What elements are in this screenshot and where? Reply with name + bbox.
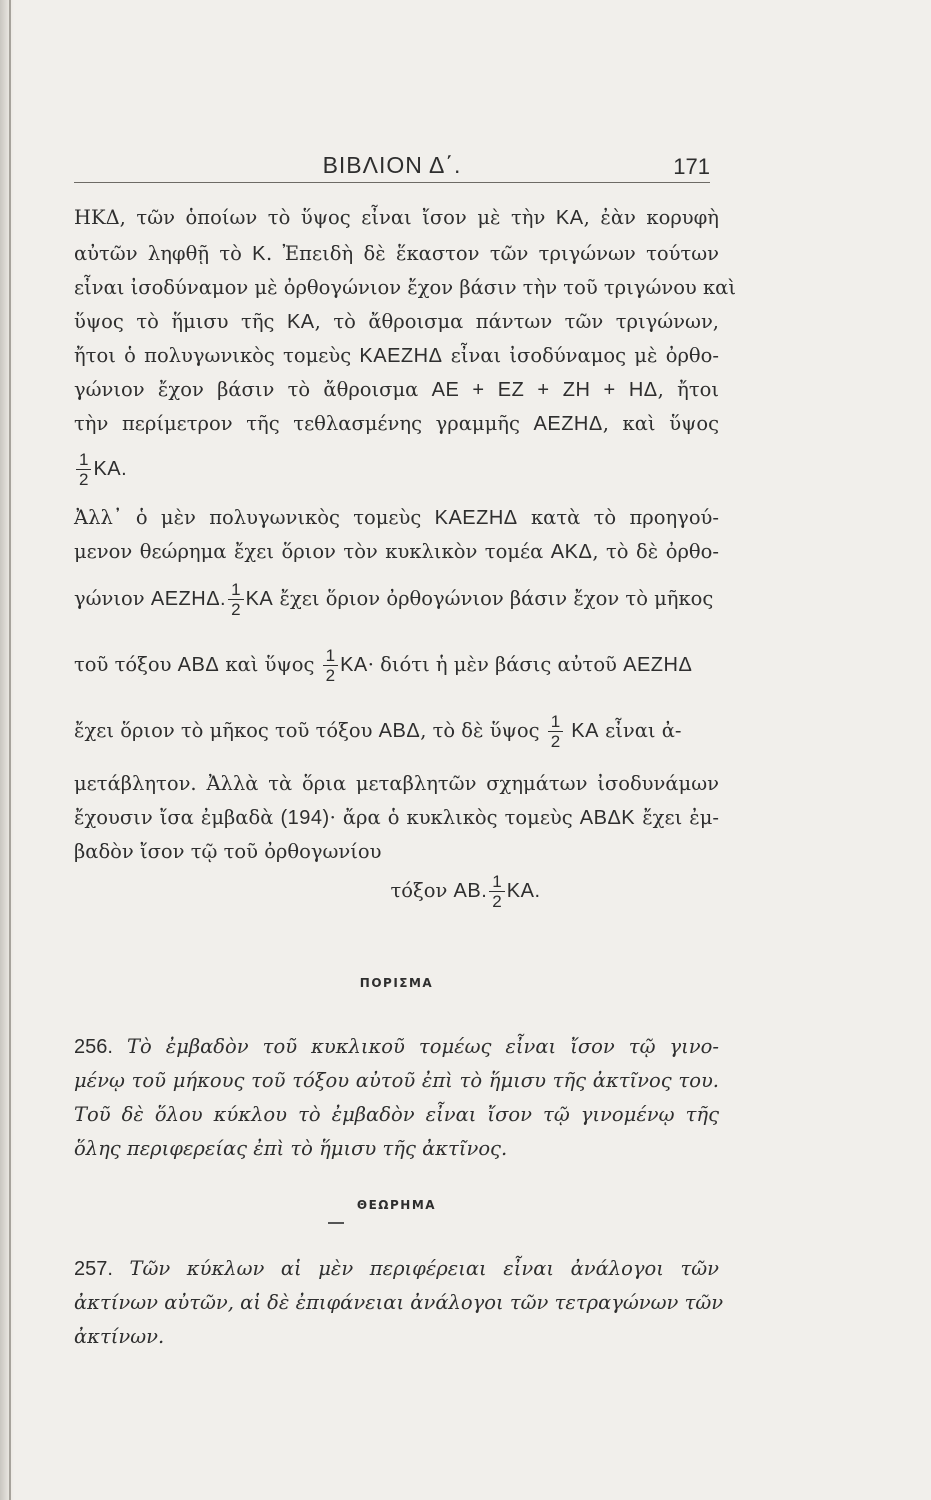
letters-run: ΚΑ. [93, 458, 128, 480]
fraction [228, 580, 243, 619]
letters-run: ΚΑΕΖΗΔ [434, 507, 518, 529]
paragraph-number: 257. [74, 1258, 113, 1280]
para-257-line-2 [74, 1289, 724, 1317]
running-head [74, 148, 710, 183]
letters-run: ΚΑ [286, 311, 315, 333]
text-run: ἀκτίνων αὐτῶν, αἱ δὲ ἐπιφάνειαι ἀνάλογοι τῶν τετραγώνων τῶν [74, 1291, 724, 1314]
text-line-13 [74, 710, 719, 752]
text-run: · ἄρα ὁ κυκλικὸς τομεὺς [329, 806, 580, 829]
text-run: . Ἐπειδὴ δὲ ἕκαστον τῶν τριγώνων τούτων [266, 242, 719, 265]
text-line-6 [74, 376, 719, 404]
text-run: ἔχουσιν ἴσα ἐμβαδὰ [74, 806, 281, 829]
text-run: , τὸ δὲ ὀρθο- [592, 540, 719, 563]
text-run: μετάβλητον. Ἀλλὰ τὰ ὅρια μεταβλητῶν σχημάτων ἰσοδυνάμων [74, 772, 719, 795]
para-256-line-3 [74, 1101, 719, 1129]
text-run: ἔχει ὅριον τὸ μῆκος τοῦ τόξου [74, 719, 379, 742]
fraction-denominator: 2 [79, 470, 89, 489]
text-run: γώνιον [74, 587, 151, 610]
text-run: ὅλης περιφερείας ἐπὶ τὸ ἥμισυ τῆς ἀκτῖνος. [74, 1137, 508, 1160]
text-line-10 [74, 538, 719, 566]
text-run: εἶναι ἰσοδύναμος μὲ ὀρθο- [442, 344, 719, 367]
text-line-8 [74, 448, 719, 490]
para-256-line-1 [74, 1033, 719, 1061]
text-run: Τῶν κύκλων αἱ μὲν περιφέρειαι εἶναι ἀνάλογοι τῶν [112, 1257, 719, 1280]
text-run: Τὸ ἐμβαδὸν τοῦ κυκλικοῦ τομέως εἶναι ἴσον τῷ γινο- [112, 1035, 719, 1058]
letters-run: ΑΒΔΚ [579, 807, 636, 829]
letters-run: ΚΑ [245, 588, 274, 610]
text-run: τοῦ τόξου [74, 653, 178, 676]
letters-run: ΑΚΔ [550, 541, 593, 563]
letters-run: ΚΑ [555, 207, 584, 229]
letters-run: ΑΕ + ΕΖ + ΖΗ + ΗΔ [431, 379, 658, 401]
letters-run: ΑΕΖΗΔ [533, 413, 603, 435]
fraction-denominator: 2 [492, 892, 502, 911]
fraction-denominator: 2 [231, 600, 241, 619]
text-line-2 [74, 240, 719, 268]
fraction-denominator: 2 [325, 666, 336, 685]
letters-run: ΑΒ. [453, 880, 488, 902]
text-run: καὶ ὕψος [219, 653, 321, 676]
text-run: ἔχει ὅριον ὀρθογώνιον βάσιν ἔχον τὸ μῆκος [273, 587, 714, 610]
text-run: · διότι ἡ μὲν βάσις αὐτοῦ [367, 653, 624, 676]
text-run: , τὸ δὲ ὕψος [420, 719, 546, 742]
fraction-denominator: 2 [550, 732, 561, 751]
text-line-1 [74, 204, 719, 232]
text-run: γώνιον ἔχον βάσιν τὸ ἄθροισμα [74, 378, 432, 401]
para-257-line-3 [74, 1323, 719, 1351]
text-run: ΗΚΔ, τῶν ὁποίων τὸ ὕψος εἶναι ἴσον μὲ τὴν [74, 206, 556, 229]
text-run: μένῳ τοῦ μήκους τοῦ τόξου αὐτοῦ ἐπὶ τὸ ἥμισυ τῆς ἀκτῖνος του. [74, 1069, 719, 1092]
paragraph-number: 256. [74, 1036, 113, 1058]
text-run: αὐτῶν ληφθῇ τὸ [74, 242, 253, 265]
text-line-5 [74, 342, 719, 370]
theorema-heading: ΘΕΩΡΗΜΑ [356, 1198, 437, 1212]
fraction-numerator: 1 [228, 580, 243, 600]
text-line-14 [74, 770, 719, 798]
formula-line [0, 870, 931, 912]
running-title: ΒΙΒΛΙΟΝ Δ΄. [322, 152, 462, 178]
letters-run: ΑΒΔ [177, 654, 220, 676]
text-run: εἶναι ἀ- [598, 719, 682, 742]
text-run: ἀκτίνων. [74, 1325, 165, 1348]
text-run: , καὶ ὕψος [602, 412, 720, 435]
para-257-line-1 [74, 1255, 719, 1283]
text-line-12 [74, 644, 719, 686]
text-line-9 [74, 504, 719, 532]
text-line-4 [74, 308, 719, 336]
fraction-numerator: 1 [489, 872, 504, 892]
letters-run: Κ [252, 243, 267, 265]
text-line-7 [74, 410, 719, 438]
page-number: 171 [673, 154, 710, 179]
text-run: Τοῦ δὲ ὅλου κύκλου τὸ ἐμβαδὸν εἶναι ἴσον τῷ γινομένῳ τῆς [74, 1103, 719, 1126]
text-run: , ἤτοι [657, 378, 719, 401]
text-run: βαδὸν ἴσον τῷ τοῦ ὀρθογωνίου [74, 840, 382, 863]
text-run: τὴν περίμετρον τῆς τεθλασμένης γραμμῆς [74, 412, 534, 435]
text-run: ὕψος τὸ ἥμισυ τῆς [74, 310, 287, 333]
letters-run: ΚΑΕΖΗΔ [359, 345, 443, 367]
text-line-15 [74, 804, 719, 832]
heading-dash [328, 1222, 344, 1224]
fraction-numerator: 1 [76, 450, 91, 470]
para-256-line-4 [74, 1135, 719, 1163]
text-run: ἤτοι ὁ πολυγωνικὸς τομεὺς [74, 344, 360, 367]
letters-run: ΑΒΔ [378, 720, 421, 742]
fraction-numerator: 1 [548, 712, 563, 732]
text-line-3 [74, 274, 736, 302]
text-run: τόξον [390, 879, 454, 902]
letters-run: (194) [280, 807, 330, 829]
text-line-16 [74, 838, 719, 866]
letters-run: ΚΑ [565, 720, 599, 742]
text-run: κατὰ τὸ προηγού- [517, 506, 719, 529]
text-run: Ἀλλ᾽ ὁ μὲν πολυγωνικὸς τομεὺς [74, 506, 435, 529]
letters-run: ΑΕΖΗΔ [623, 654, 693, 676]
text-run: ἔχει ἐμ- [635, 806, 719, 829]
text-run: εἶναι ἰσοδύναμον μὲ ὀρθογώνιον ἔχον βάσιν τὴν τοῦ τριγώνου καὶ [74, 276, 736, 299]
fraction-numerator: 1 [323, 646, 338, 666]
fraction [548, 712, 563, 751]
letters-run: ΚΑ [340, 654, 368, 676]
fraction [76, 450, 91, 489]
porisma-heading: ΠΟΡΙΣΜΑ [359, 976, 434, 990]
para-256-line-2 [74, 1067, 719, 1095]
letters-run: ΚΑ. [506, 880, 541, 902]
fraction [489, 872, 504, 911]
text-run: , τὸ ἄθροισμα πάντων τῶν τριγώνων, [314, 310, 719, 333]
text-line-11 [74, 578, 719, 620]
text-run: , ἐὰν κορυφὴ [583, 206, 719, 229]
letters-run: ΑΕΖΗΔ. [150, 588, 227, 610]
fraction [323, 646, 338, 685]
text-run: μενον θεώρημα ἔχει ὅριον τὸν κυκλικὸν τομέα [74, 540, 551, 563]
